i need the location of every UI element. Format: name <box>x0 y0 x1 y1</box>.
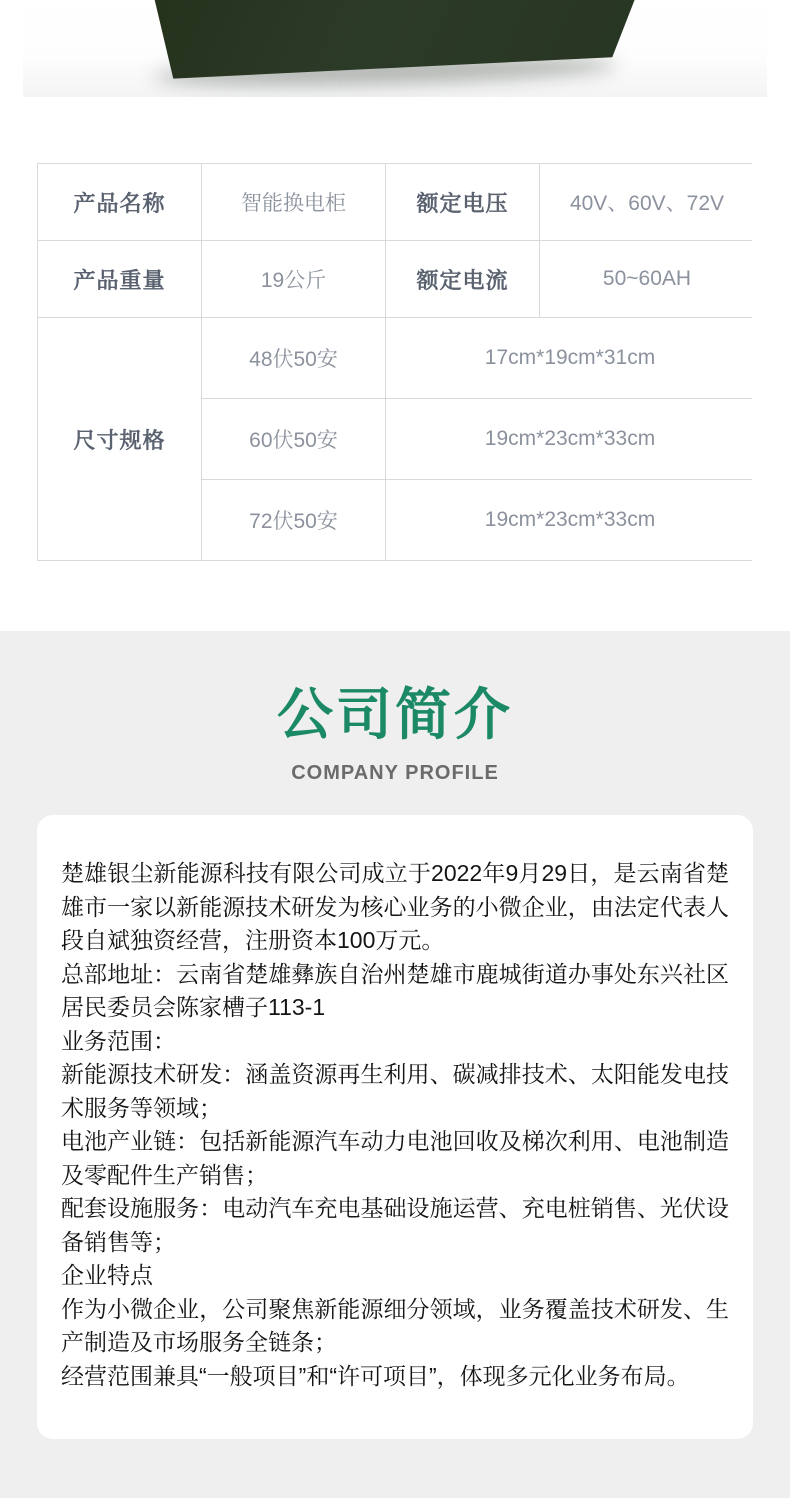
profile-paragraph-business-layout: 经营范围兼具“一般项目”和“许可项目”，体现多元化业务布局。 <box>61 1362 690 1389</box>
section-subtitle: COMPANY PROFILE <box>291 762 499 784</box>
spec-variant-48v50a: 48伏50安 <box>202 318 385 398</box>
spec-label-rated-current: 额定电流 <box>386 241 539 317</box>
product-photo <box>23 0 767 97</box>
spec-dimensions-60v50a: 19cm*23cm*33cm <box>386 399 754 479</box>
spec-variant-72v50a: 72伏50安 <box>202 480 385 560</box>
spec-dimensions-72v50a: 19cm*23cm*33cm <box>386 480 754 560</box>
spec-label-rated-voltage: 额定电压 <box>386 164 539 240</box>
spec-variant-60v50a: 60伏50安 <box>202 399 385 479</box>
spec-value-product-weight: 19公斤 <box>202 241 385 317</box>
profile-paragraph-features-heading: 企业特点 <box>61 1262 153 1288</box>
company-profile-card <box>37 815 753 1439</box>
company-profile-section <box>0 631 790 1498</box>
profile-paragraph-scope-heading: 业务范围： <box>61 1027 176 1054</box>
profile-paragraph-address: 总部地址：云南省楚雄彝族自治州楚雄市鹿城街道办事处东兴社区居民委员会陈家槽子113-1 <box>61 960 729 1020</box>
spec-dimensions-48v50a: 17cm*19cm*31cm <box>386 318 754 398</box>
spec-table <box>37 163 752 561</box>
spec-label-product-weight: 产品重量 <box>38 241 201 317</box>
profile-paragraph-supporting-services: 配套设施服务：电动汽车充电基础设施运营、充电桩销售、光伏设备销售等； <box>61 1195 729 1255</box>
spec-label-product-name: 产品名称 <box>38 164 201 240</box>
section-title: 公司简介 <box>277 683 513 746</box>
spec-label-dimensions: 尺寸规格 <box>38 318 201 560</box>
spec-value-rated-voltage: 40V、60V、72V <box>540 164 754 240</box>
profile-paragraph-intro: 楚雄银尘新能源科技有限公司成立于2022年9月29日，是云南省楚雄市一家以新能源技术研发为核心业务的小微企业，由法定代表人段自斌独资经营，注册资本100万元。 <box>61 860 729 953</box>
profile-paragraph-tech-rd: 新能源技术研发：涵盖资源再生利用、碳减排技术、太阳能发电技术服务等领域； <box>61 1061 729 1121</box>
profile-paragraph-features-detail: 作为小微企业，公司聚焦新能源细分领域，业务覆盖技术研发、生产制造及市场服务全链条； <box>61 1295 729 1355</box>
profile-paragraph-battery-chain: 电池产业链：包括新能源汽车动力电池回收及梯次利用、电池制造及零配件生产销售； <box>61 1128 729 1188</box>
spec-value-product-name: 智能换电柜 <box>202 164 385 240</box>
spec-value-rated-current: 50~60AH <box>540 241 754 317</box>
